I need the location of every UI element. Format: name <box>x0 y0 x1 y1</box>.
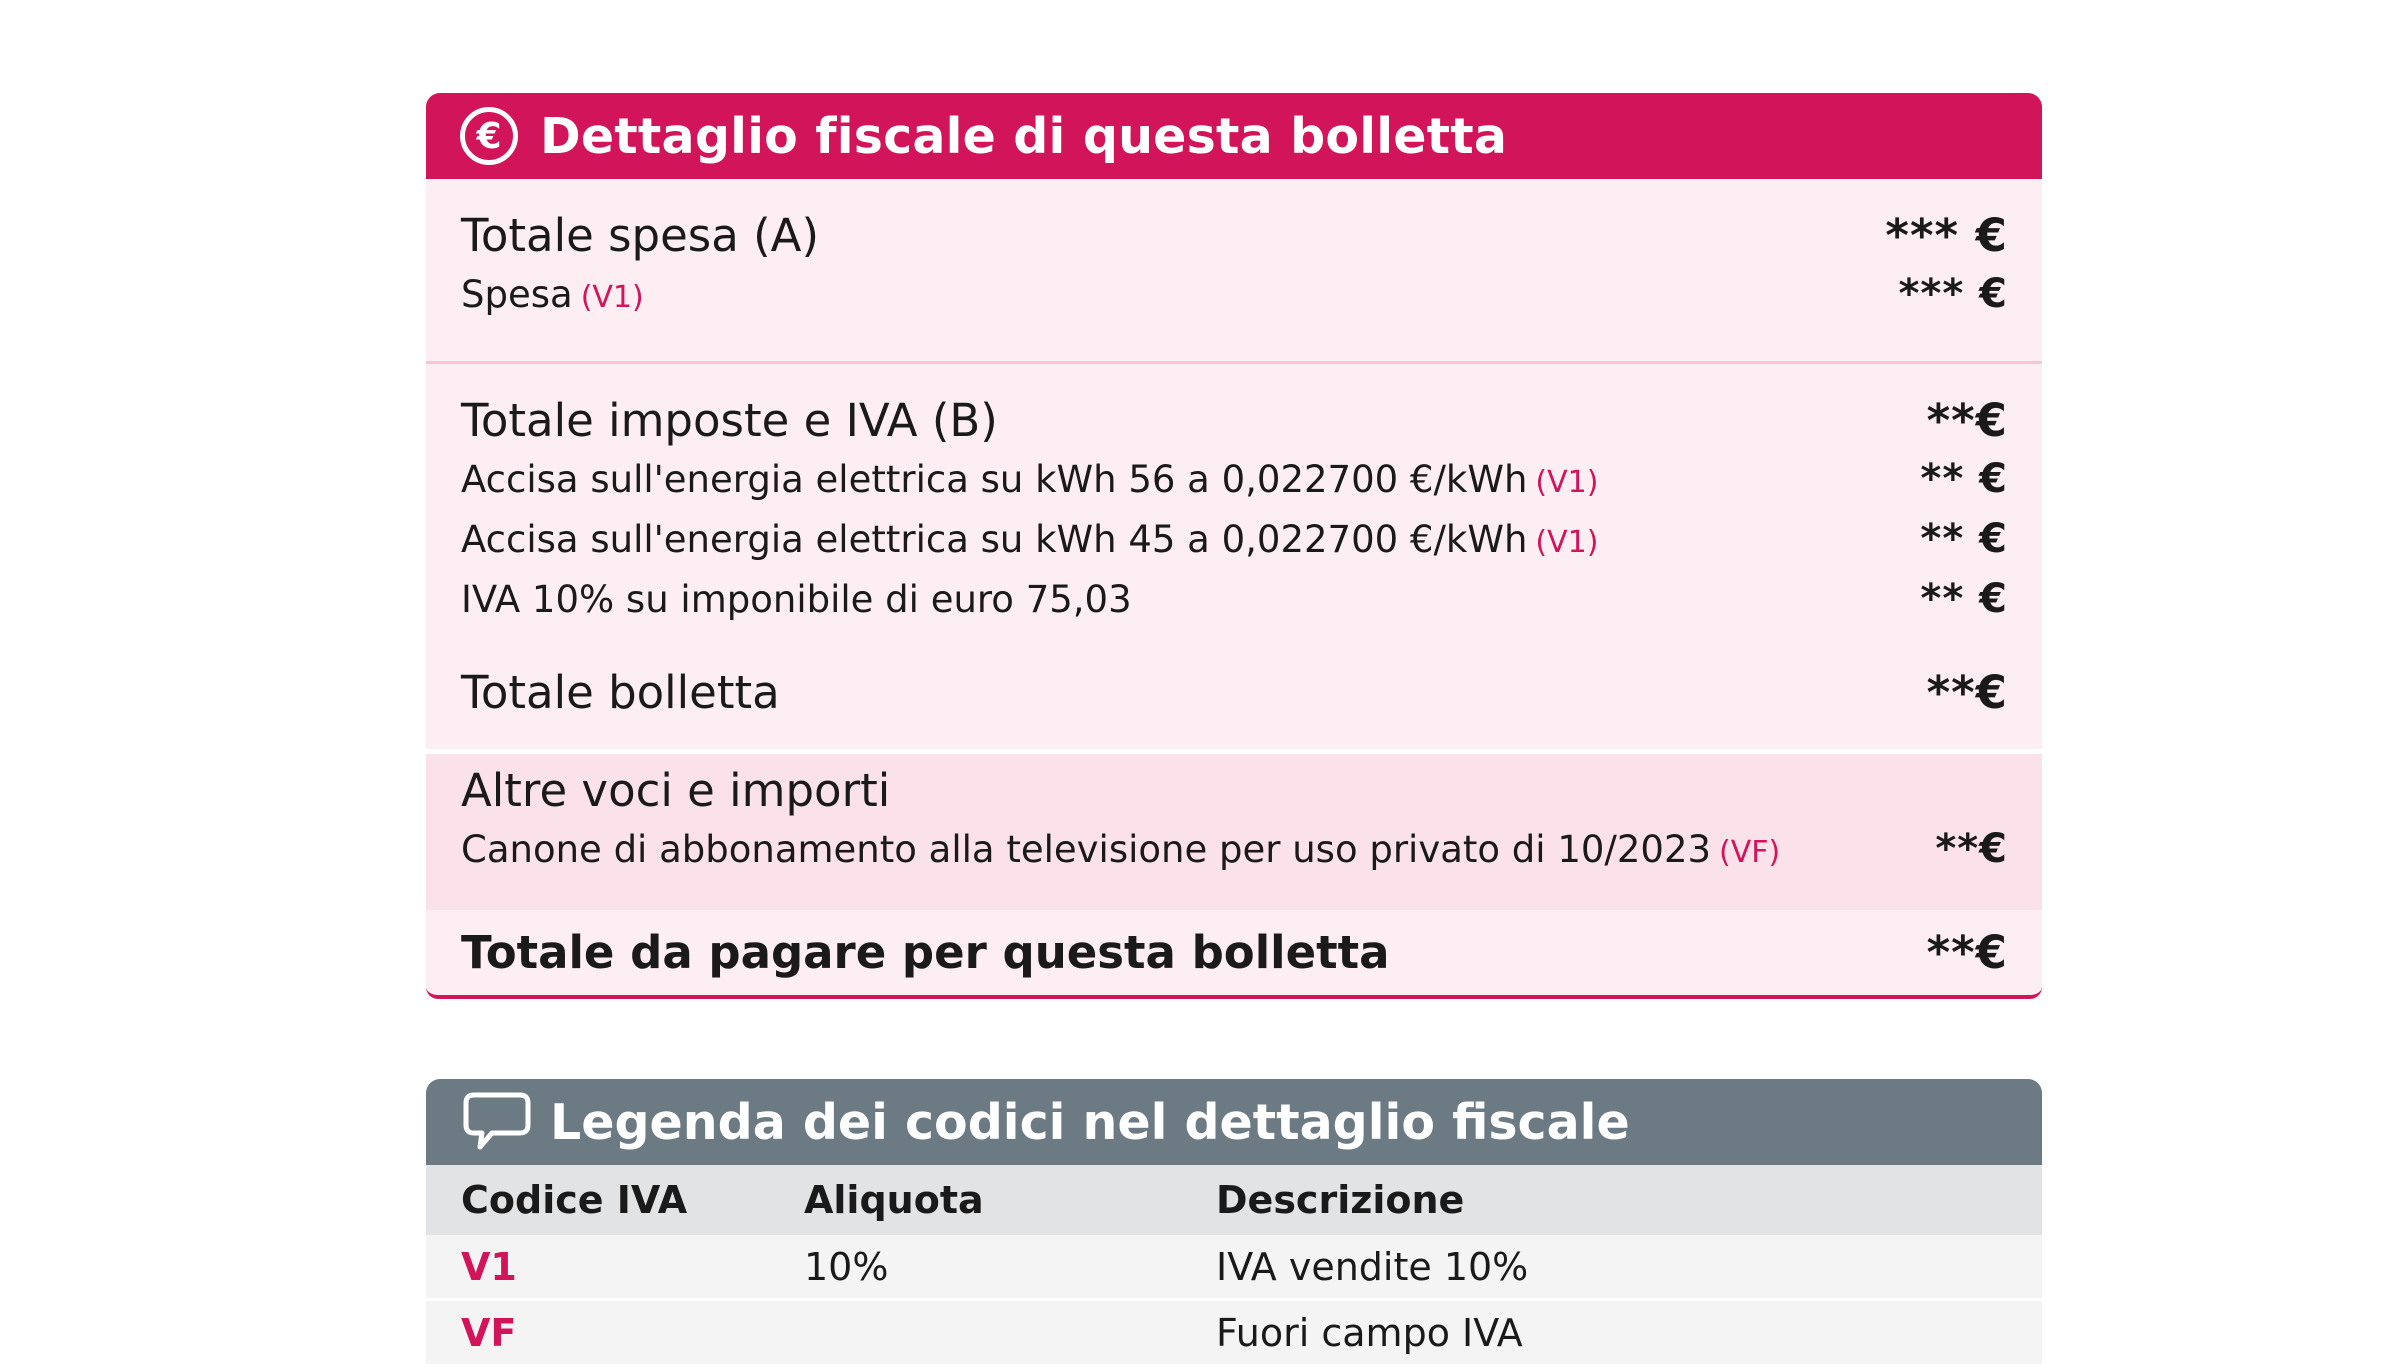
total-spesa-label: Totale spesa (A) <box>461 209 820 262</box>
total-imposte-label: Totale imposte e IVA (B) <box>461 394 998 447</box>
spesa-section <box>426 179 2042 364</box>
total-spesa-amount: *** € <box>1885 209 2008 262</box>
legend-header <box>426 1079 2042 1165</box>
total-imposte-row <box>461 394 2008 456</box>
tax-line-label: IVA 10% su imponibile di euro 75,03 <box>461 578 1132 621</box>
tax-line-code: (V1) <box>1535 525 1599 560</box>
legend-description: IVA vendite 10% <box>1216 1244 1529 1289</box>
tax-line-amount: ** € <box>1920 456 2008 502</box>
totale-da-pagare-label: Totale da pagare per questa bolletta <box>461 926 1390 979</box>
legend-panel <box>426 1079 2042 1367</box>
canone-code: (VF) <box>1719 835 1781 870</box>
total-bolletta-amount: **€ <box>1926 666 2008 719</box>
fiscal-detail-header <box>426 93 2042 179</box>
altre-voci-section <box>426 754 2042 910</box>
legend-title: Legenda dei codici nel dettaglio fiscale <box>550 1093 1630 1151</box>
canone-amount: **€ <box>1935 826 2008 872</box>
legend-column-headers <box>426 1165 2042 1235</box>
speech-bubble-icon <box>460 1089 534 1155</box>
spesa-amount: *** € <box>1898 271 2008 317</box>
fiscal-detail-panel <box>426 93 2042 999</box>
legend-row <box>426 1235 2042 1301</box>
totale-da-pagare-amount: **€ <box>1926 926 2008 979</box>
tax-line-code: (V1) <box>1535 465 1599 500</box>
tax-line-amount: ** € <box>1920 516 2008 562</box>
altre-voci-row <box>461 764 2008 826</box>
legend-row <box>426 1301 2042 1367</box>
canone-row <box>461 826 2008 886</box>
canone-label: Canone di abbonamento alla televisione per uso privato di 10/2023 <box>461 828 1712 871</box>
tax-line-amount: ** € <box>1920 576 2008 622</box>
spesa-code: (V1) <box>580 280 644 315</box>
total-spesa-row <box>461 209 2008 271</box>
altre-voci-label: Altre voci e importi <box>461 764 891 817</box>
column-header-code: Codice IVA <box>461 1178 688 1222</box>
totale-da-pagare-row <box>461 926 2008 979</box>
tax-line-row <box>461 516 2008 576</box>
tax-line-row <box>461 576 2008 636</box>
imposte-section <box>426 364 2042 754</box>
legend-code: V1 <box>461 1244 517 1289</box>
legend-description: Fuori campo IVA <box>1216 1310 1523 1355</box>
legend-code: VF <box>461 1310 517 1355</box>
column-header-rate: Aliquota <box>804 1178 984 1222</box>
spesa-row <box>461 271 2008 331</box>
fiscal-detail-body <box>426 179 2042 999</box>
spesa-label: Spesa <box>461 273 573 316</box>
euro-icon: € <box>460 107 518 165</box>
tax-line-label: Accisa sull'energia elettrica su kWh 45 a 0,022700 €/kWh <box>461 518 1528 561</box>
total-bolletta-row <box>461 666 2008 730</box>
column-header-description: Descrizione <box>1216 1178 1465 1222</box>
tax-line-row <box>461 456 2008 516</box>
tax-line-label: Accisa sull'energia elettrica su kWh 56 a 0,022700 €/kWh <box>461 458 1528 501</box>
legend-rate: 10% <box>804 1244 889 1289</box>
total-imposte-amount: **€ <box>1926 394 2008 447</box>
total-bolletta-label: Totale bolletta <box>461 666 780 719</box>
fiscal-detail-title: Dettaglio fiscale di questa bolletta <box>540 107 1508 165</box>
totale-da-pagare-section <box>426 910 2042 995</box>
